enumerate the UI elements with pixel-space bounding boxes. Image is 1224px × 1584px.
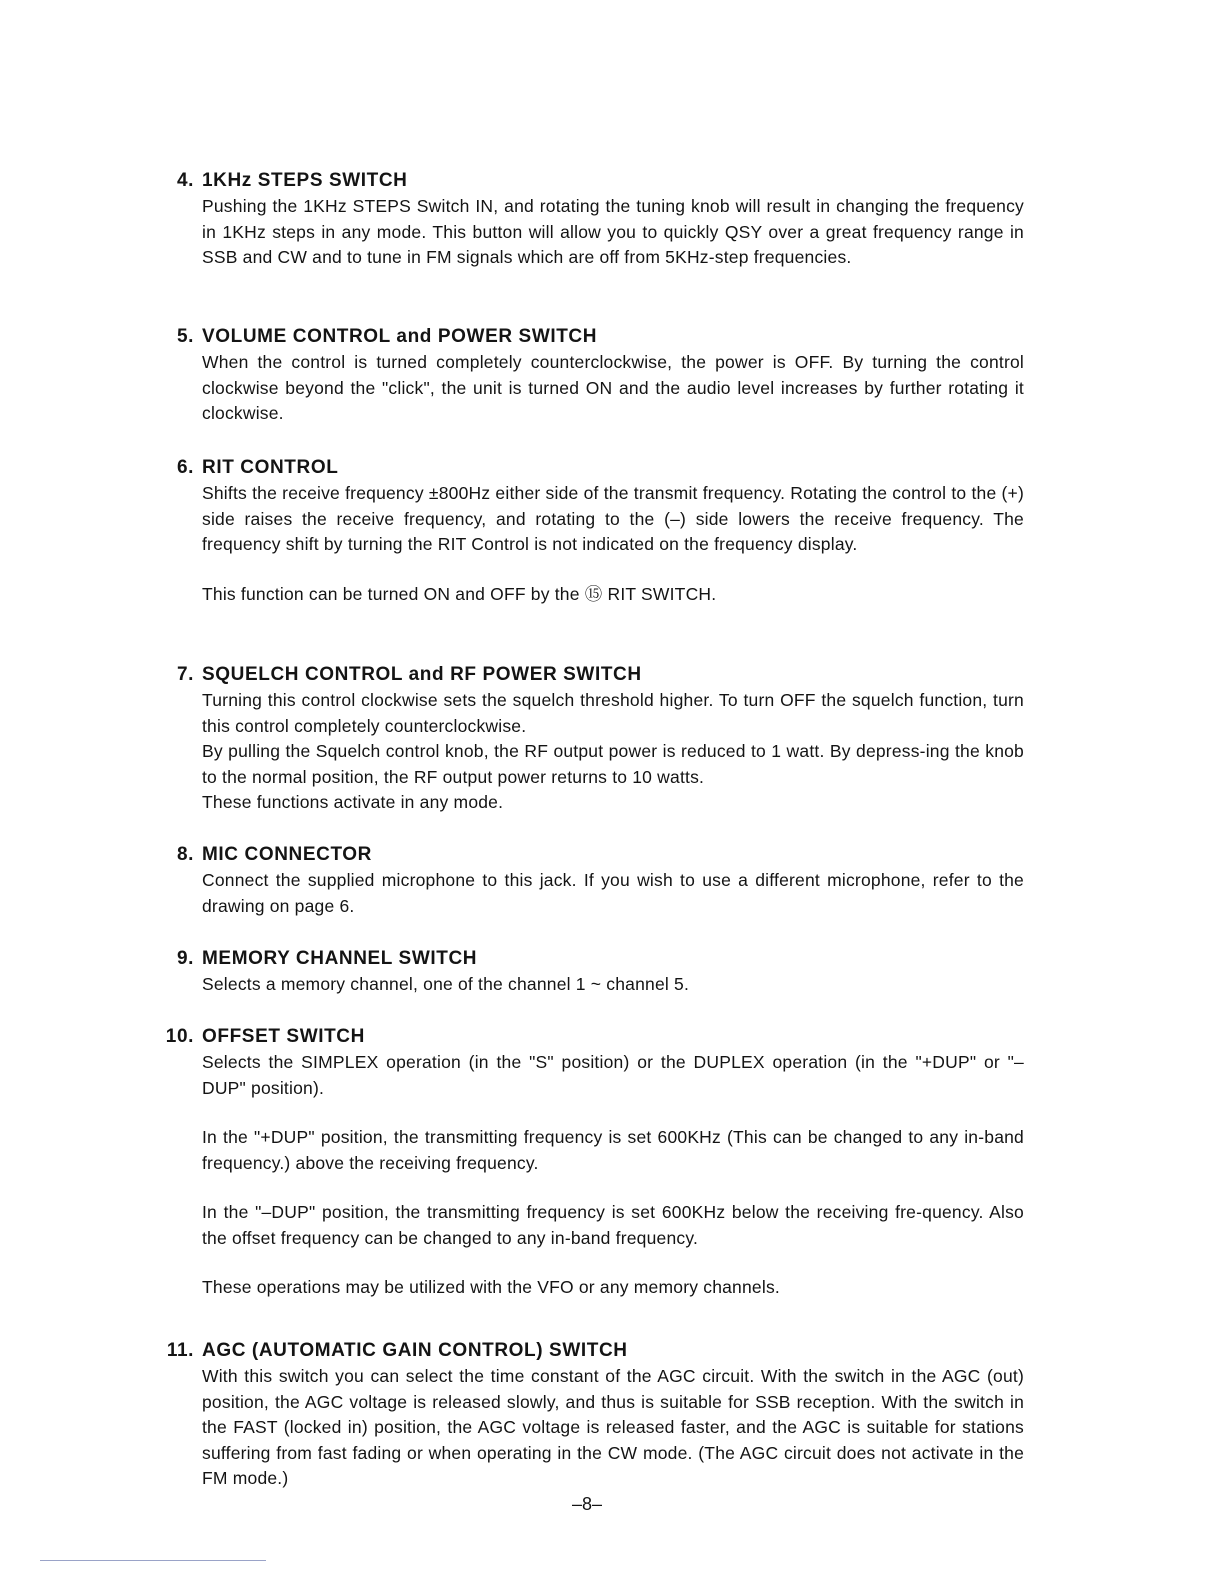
section-paragraph: With this switch you can select the time constant of the AGC circuit. With the switch in the AGC (out) position, the AGC voltage is released slowly, and thus is suitable for SSB reception. With the switch in the FAST (locked in) position, the AGC voltage is released faster, and the AGC is suitable for stations suffering from fast fading or when operating in the CW mode. (The AGC circuit does not activate in the FM mode.)	[202, 1366, 1024, 1488]
section-paragraph: Pushing the 1KHz STEPS Switch IN, and rotating the tuning knob will result in changing the frequency in 1KHz steps in any mode. This button will allow you to quickly QSY over a great frequency range in SSB and CW and to tune in FM signals which are off from 5KHz-step frequencies.	[202, 196, 1024, 267]
section-number: 4.	[176, 170, 194, 191]
section-title: VOLUME CONTROL and POWER SWITCH	[202, 326, 598, 347]
section-mic-connector	[158, 842, 1028, 919]
section-paragraph: Shifts the receive frequency ±800Hz either side of the transmit frequency. Rotating the control to the (+) side raises the receive frequency, and rotating to the (–) side lowers the receive frequency. The frequency shift by turning the RIT Control is not indicated on the frequency display.	[202, 483, 1024, 554]
section-heading	[158, 946, 1028, 972]
section-title: SQUELCH CONTROL and RF POWER SWITCH	[202, 664, 642, 685]
section-rit-control	[158, 455, 1028, 607]
section-title: OFFSET SWITCH	[202, 1026, 365, 1047]
section-volume-control	[158, 324, 1028, 427]
section-heading	[158, 324, 1028, 350]
section-heading	[158, 1024, 1028, 1050]
section-title: MEMORY CHANNEL SWITCH	[202, 948, 478, 969]
section-number: 9.	[176, 948, 194, 969]
section-title: AGC (AUTOMATIC GAIN CONTROL) SWITCH	[202, 1340, 628, 1361]
section-paragraph: This function can be turned ON and OFF by the ⑮ RIT SWITCH.	[202, 583, 717, 604]
section-number: 7.	[176, 664, 194, 685]
section-number: 5.	[176, 326, 194, 347]
section-title: 1KHz STEPS SWITCH	[202, 170, 408, 191]
scan-edge-line	[40, 1560, 266, 1561]
section-paragraph: Turning this control clockwise sets the squelch threshold higher. To turn OFF the squelch function, turn this control completely counterclockwise.	[202, 690, 1024, 736]
section-agc-switch	[158, 1338, 1028, 1492]
section-paragraph: Selects the SIMPLEX operation (in the "S" position) or the DUPLEX operation (in the "+DUP" or "–DUP" position).	[202, 1052, 1024, 1098]
section-heading	[158, 842, 1028, 868]
section-title: MIC CONNECTOR	[202, 844, 373, 865]
section-number: 10.	[165, 1026, 194, 1047]
section-paragraph: In the "–DUP" position, the transmitting frequency is set 600KHz below the receiving fre-quency. Also the offset frequency can be changed to any in-band frequency.	[202, 1202, 1024, 1248]
section-title: RIT CONTROL	[202, 457, 339, 478]
section-heading	[158, 1338, 1028, 1364]
section-heading	[158, 662, 1028, 688]
section-paragraph: These operations may be utilized with the VFO or any memory channels.	[202, 1277, 780, 1297]
section-memory-channel-switch	[158, 946, 1028, 998]
section-offset-switch	[158, 1024, 1028, 1301]
section-number: 11.	[166, 1340, 194, 1361]
section-number: 8.	[176, 844, 194, 865]
section-paragraph: In the "+DUP" position, the transmitting frequency is set 600KHz (This can be changed to any in-band frequency.) above the receiving frequency.	[202, 1127, 1024, 1173]
section-paragraph: Selects a memory channel, one of the channel 1 ~ channel 5.	[202, 974, 690, 994]
section-paragraph: By pulling the Squelch control knob, the RF output power is reduced to 1 watt. By depress-ing the knob to the normal position, the RF output power returns to 10 watts.	[202, 741, 1024, 787]
section-number: 6.	[176, 457, 194, 478]
section-squelch-control	[158, 662, 1028, 816]
section-paragraph: When the control is turned completely counterclockwise, the power is OFF. By turning the control clockwise beyond the "click", the unit is turned ON and the audio level increases by further rotating it clockwise.	[202, 352, 1024, 423]
page-number: –8–	[571, 1494, 603, 1514]
section-paragraph: Connect the supplied microphone to this jack. If you wish to use a different microphone, refer to the drawing on page 6.	[202, 870, 1024, 916]
section-1khz-steps-switch	[158, 168, 1028, 271]
section-paragraph: These functions activate in any mode.	[202, 792, 504, 812]
section-heading	[158, 168, 1028, 194]
section-heading	[158, 455, 1028, 481]
